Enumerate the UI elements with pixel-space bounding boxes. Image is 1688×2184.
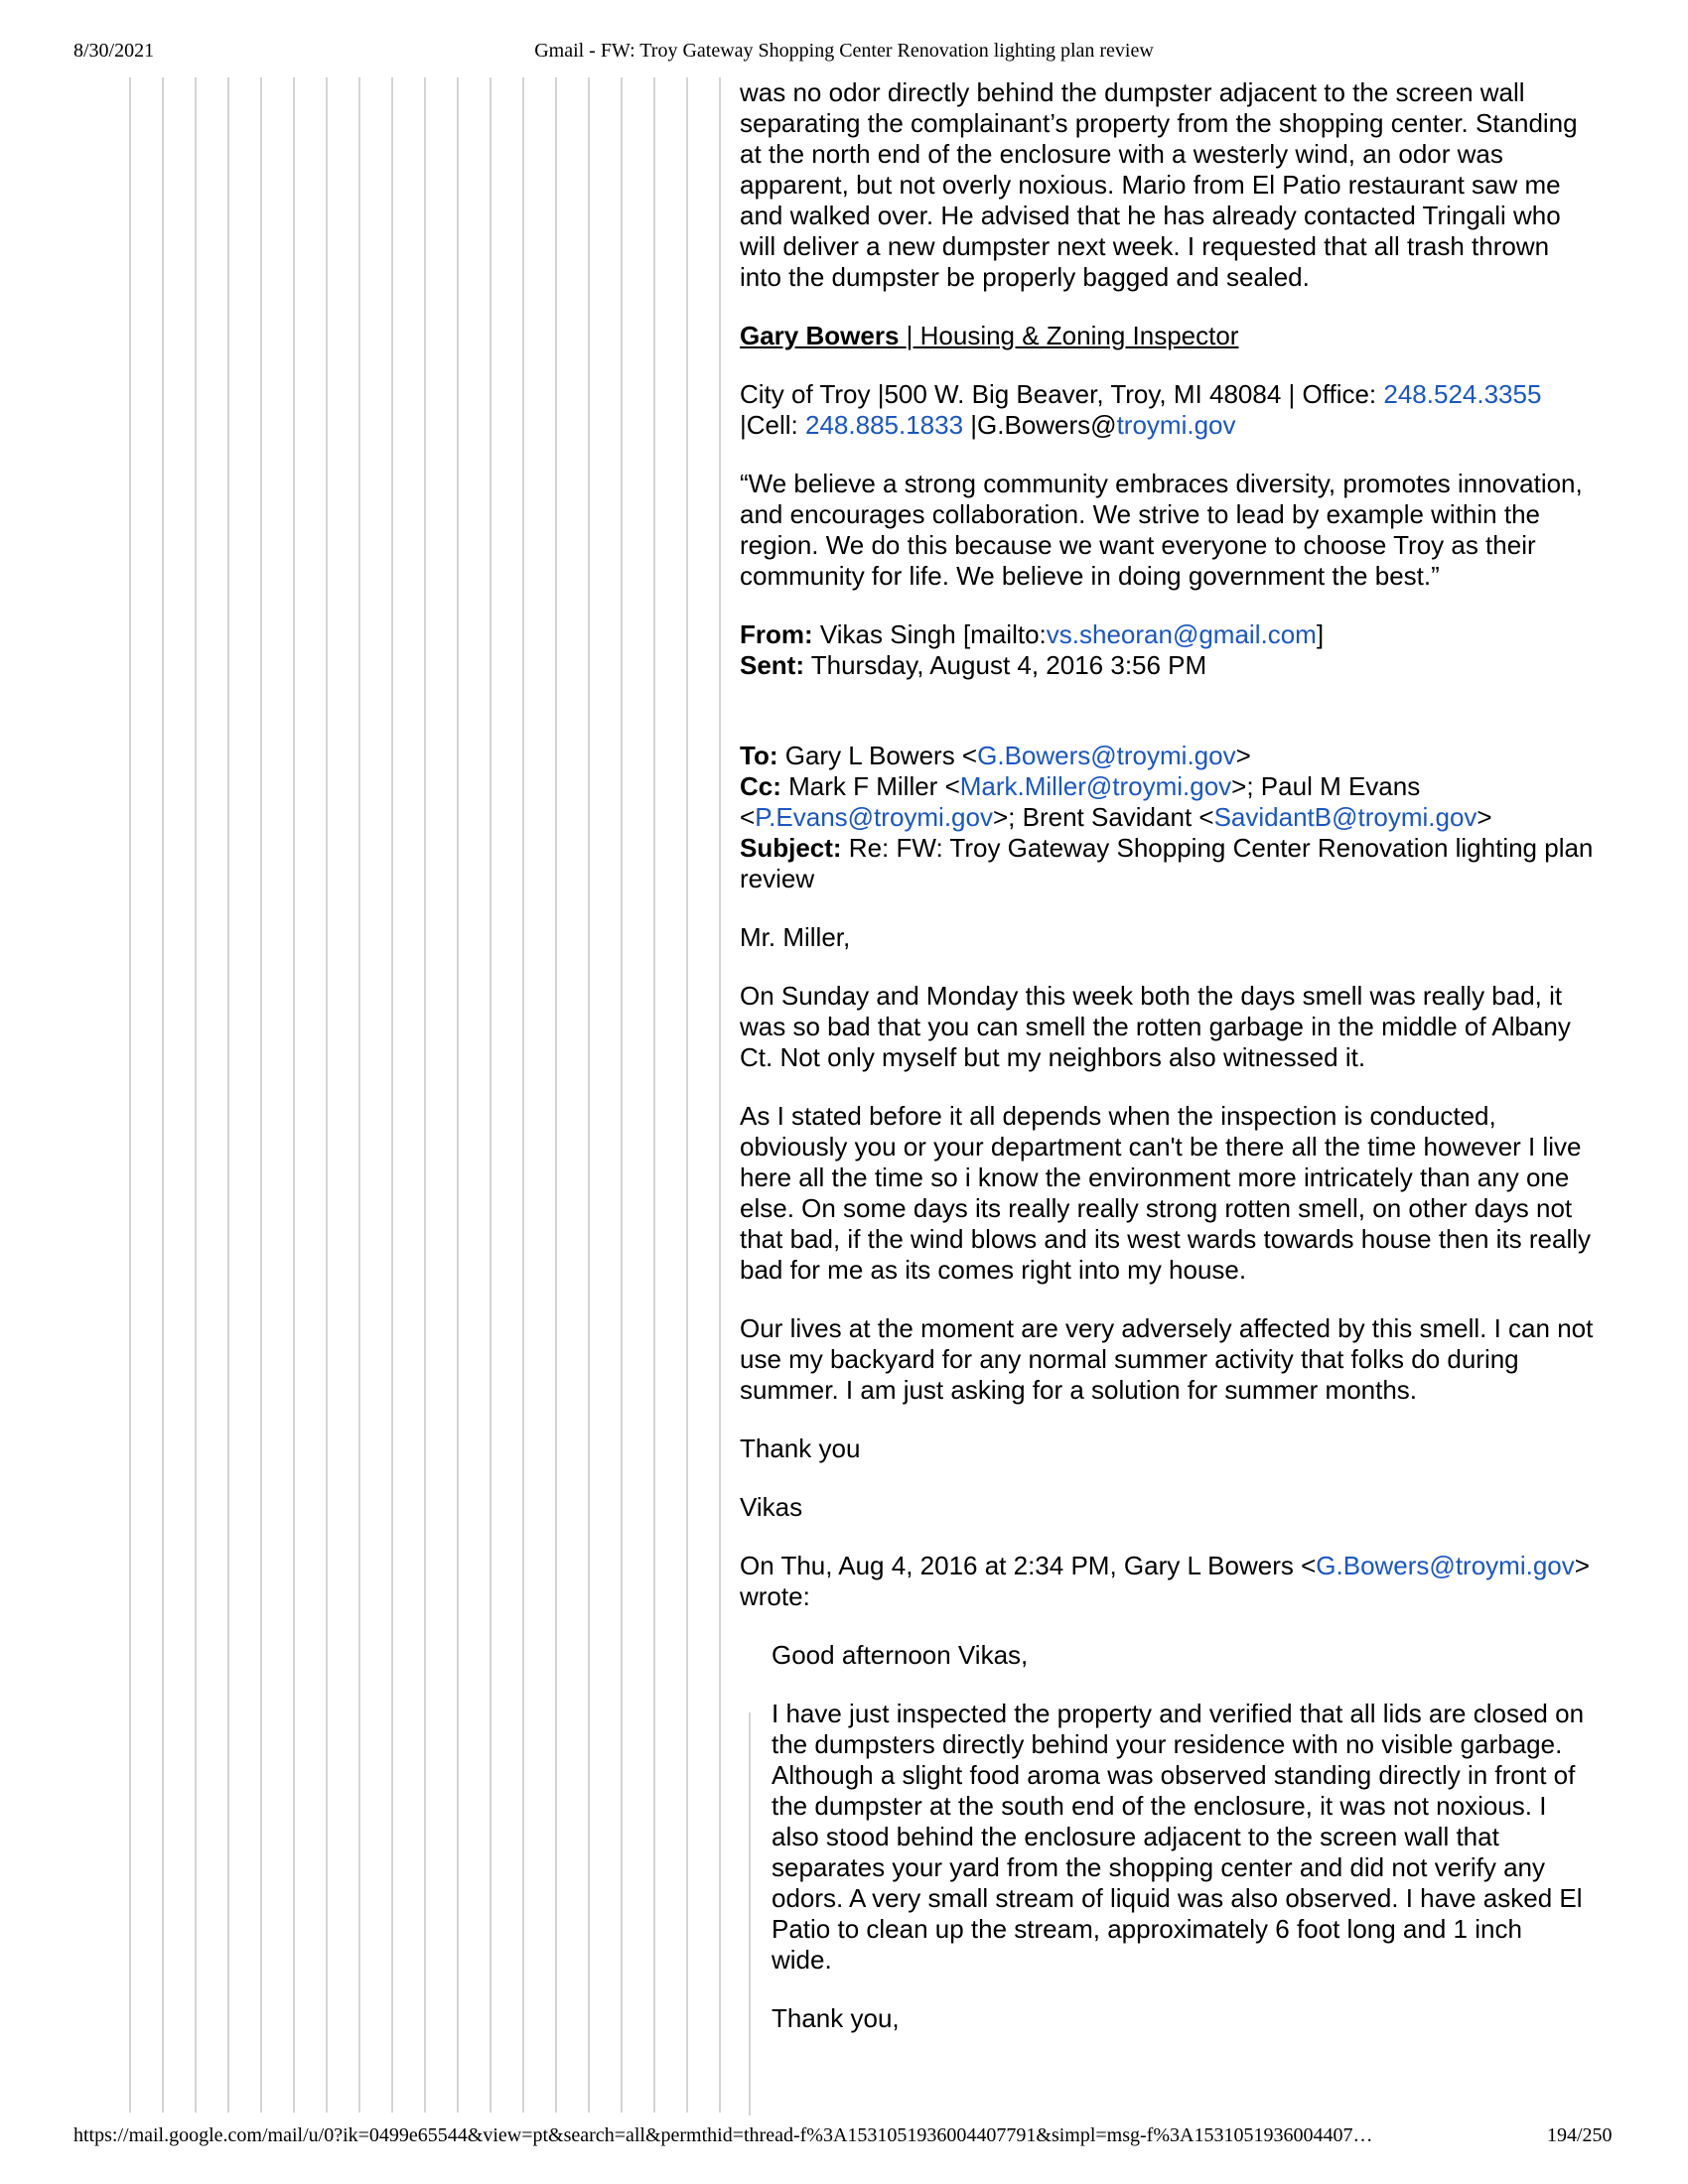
email-prefix: |G.Bowers@: [963, 410, 1117, 440]
cc-name1: Mark F Miller <: [780, 771, 960, 801]
quote-bar: [719, 77, 721, 2113]
from-label: From:: [740, 619, 813, 649]
quote-bar: [129, 77, 131, 2113]
from-name: Vikas Singh [mailto:: [812, 619, 1047, 649]
forward-recipients: [740, 741, 1594, 894]
cc-email3-link[interactable]: SavidantB@troymi.gov: [1213, 802, 1477, 832]
quote-bar: [522, 77, 524, 2113]
to-email-link[interactable]: G.Bowers@troymi.gov: [977, 741, 1236, 770]
quoted-intro: [740, 1551, 1594, 1612]
email-domain-link[interactable]: troymi.gov: [1116, 410, 1236, 440]
cc-label: Cc:: [740, 771, 781, 801]
cc-close: >: [1477, 802, 1492, 832]
quote-bar: [227, 77, 229, 2113]
reply-greeting: Mr. Miller,: [740, 922, 851, 952]
quote-bar: [162, 77, 164, 2113]
quote-bar: [326, 77, 328, 2113]
print-title: Gmail - FW: Troy Gateway Shopping Center Renovation lighting plan review: [534, 40, 1154, 62]
quote-bar: [260, 77, 262, 2113]
reply-paragraph-1: On Sunday and Monday this week both the days smell was really bad, it was so bad that you can smell the rotten garbage in the middle of Albany Ct. Not only myself but my neighbors also witnessed it.: [740, 981, 1571, 1072]
page-number: 194/250: [1547, 2124, 1613, 2146]
signature-address: City of Troy |500 W. Big Beaver, Troy, MI 48084 | Office:: [740, 379, 1384, 409]
quote-bar: [391, 77, 393, 2113]
quote-bar: [490, 77, 492, 2113]
subject-value: Re: FW: Troy Gateway Shopping Center Renovation lighting plan review: [740, 833, 1594, 893]
quote-bar: [621, 77, 623, 2113]
signature-quote: “We believe a strong community embraces diversity, promotes innovation, and encourages collaboration. We strive to lead by example within the region. We do this because we want everyone to choose Troy as their community for life. We believe in doing government the best.”: [740, 469, 1583, 591]
quote-bar: [457, 77, 459, 2113]
reply-thanks: Thank you: [740, 1433, 861, 1463]
email-body: [740, 77, 1594, 2062]
quote-bar: [653, 77, 655, 2113]
forward-from-sent: [740, 619, 1594, 681]
quote-bar: [555, 77, 557, 2113]
to-name: Gary L Bowers <: [777, 741, 978, 770]
cell-phone-link[interactable]: 248.885.1833: [805, 410, 964, 440]
print-url: https://mail.google.com/mail/u/0?ik=0499e65544&view=pt&search=all&permthid=thread-f%3A1531051936004407791&simpl=msg-f%3A1531051936004407…: [73, 2124, 1373, 2146]
reply-paragraph-3: Our lives at the moment are very adversely affected by this smell. I can not use my backyard for any normal summer activity that folks do during summer. I am just asking for a solution for summer months.: [740, 1313, 1594, 1405]
print-footer: [0, 2124, 1688, 2154]
intro-paragraph: was no odor directly behind the dumpster adjacent to the screen wall separating the complainant’s property from the shopping center. Standing at the north end of the enclosure with a westerly wind, an odor was apparent, but not overly noxious. Mario from El Patio restaurant saw me and walked over. He advised that he has already contacted Tringali who will deliver a new dumpster next week. I requested that all trash thrown into the dumpster be properly bagged and sealed.: [740, 77, 1578, 292]
quoted-message: [772, 1640, 1586, 2034]
cc-sep2: >; Brent Savidant <: [992, 802, 1214, 832]
from-email-link[interactable]: vs.sheoran@gmail.com: [1046, 619, 1317, 649]
quoted-greeting: Good afternoon Vikas,: [772, 1640, 1029, 1670]
quoted-closing: Thank you,: [772, 2003, 900, 2033]
quoted-intro-email-link[interactable]: G.Bowers@troymi.gov: [1316, 1551, 1575, 1580]
reply-name: Vikas: [740, 1492, 803, 1522]
quote-level-bars: [0, 77, 735, 2113]
to-label: To:: [740, 741, 778, 770]
cell-label: |Cell:: [740, 410, 805, 440]
sent-value: Thursday, August 4, 2016 3:56 PM: [804, 650, 1207, 680]
office-phone-link[interactable]: 248.524.3355: [1383, 379, 1542, 409]
signature-title: | Housing & Zoning Inspector: [906, 321, 1239, 350]
cc-email2-link[interactable]: P.Evans@troymi.gov: [755, 802, 993, 832]
quote-bar: [424, 77, 426, 2113]
quote-bar: [293, 77, 295, 2113]
reply-paragraph-2: As I stated before it all depends when the inspection is conducted, obviously you or your department can't be there all the time however I live here all the time so i know the environment more intricately than any one else. On some days its really really strong rotten smell, on other days not that bad, if the wind blows and its west wards towards house then its really bad for me as its comes right into my house.: [740, 1101, 1591, 1285]
subject-label: Subject:: [740, 833, 842, 863]
quote-bar: [686, 77, 688, 2113]
sent-label: Sent:: [740, 650, 804, 680]
quote-bar: [358, 77, 360, 2113]
print-date: 8/30/2021: [73, 40, 155, 62]
signature-name: Gary Bowers: [740, 321, 907, 350]
quoted-intro-wrote: > wrote:: [740, 1551, 1590, 1611]
quoted-intro-text: On Thu, Aug 4, 2016 at 2:34 PM, Gary L Bowers <: [740, 1551, 1317, 1580]
signature-line: [740, 321, 1594, 351]
from-close: ]: [1316, 619, 1325, 649]
to-close: >: [1235, 741, 1251, 770]
quoted-paragraph-1: I have just inspected the property and verified that all lids are closed on the dumpsters directly behind your residence with no visible garbage. Although a slight food aroma was observed standing directly in front of the dumpster at the south end of the enclosure, it was not noxious. I also stood behind the enclosure adjacent to the screen wall that separates your yard from the shopping center and did not verify any odors. A very small stream of liquid was also observed. I have asked El Patio to clean up the stream, approximately 6 foot long and 1 inch wide.: [772, 1699, 1585, 1975]
cc-sep1: >; Paul M Evans <: [740, 771, 1421, 832]
quote-bar: [588, 77, 590, 2113]
cc-email1-link[interactable]: Mark.Miller@troymi.gov: [959, 771, 1232, 801]
signature-contact: [740, 379, 1594, 441]
print-header: [0, 40, 1688, 69]
quote-bar: [195, 77, 197, 2113]
